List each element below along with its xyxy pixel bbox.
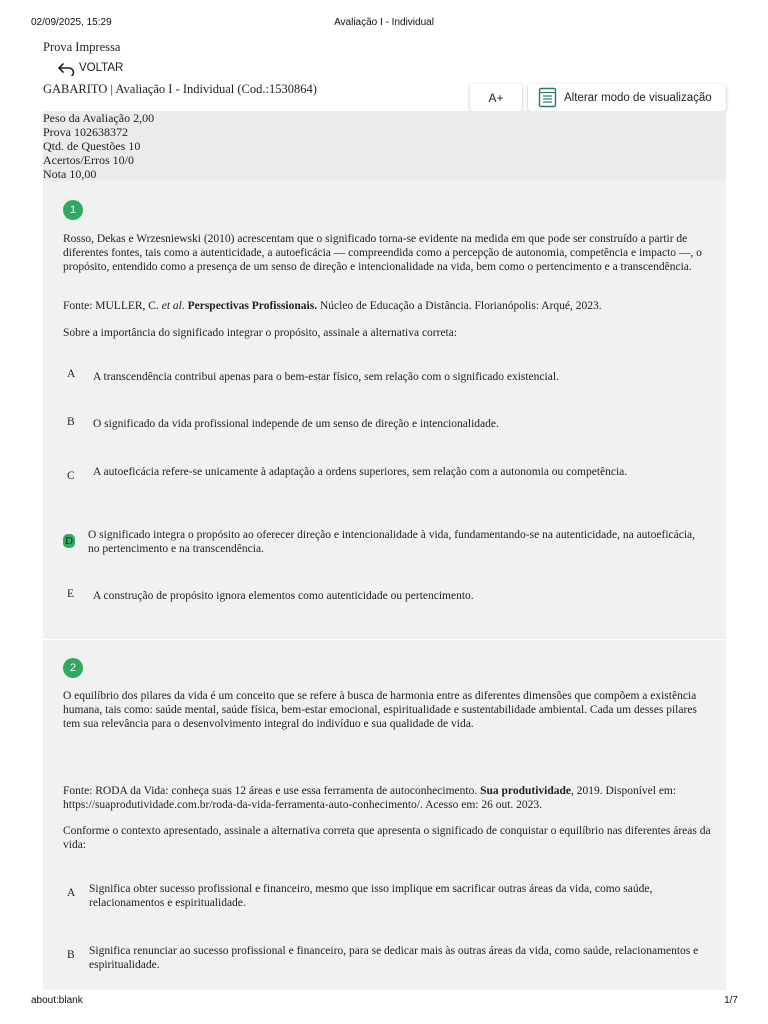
summary-acertos: Acertos/Erros 10/0 [43,153,134,167]
evaluation-summary [43,111,726,181]
print-date: 02/09/2025, 15:29 [31,17,112,28]
question-number-badge: 1 [63,200,83,220]
option-letter: E [67,588,75,600]
prova-impressa-label: Prova Impressa [43,40,121,54]
option-letter: A [67,887,76,899]
print-footer [0,995,768,1009]
option-letter: B [67,416,75,428]
question-number-badge: 2 [63,658,83,678]
question-statement: O equilíbrio dos pilares da vida é um conceito que se refere à busca de harmonia entre as diferentes dimensões que compõem a existência humana, tais como: saúde mental, saúde física, bem-estar emocional, espiritualidade e sustentabilidade ambiental. Cada um desses pilares tem sua relevância para o desenvolvimento integral do indivíduo e sua qualidade de vida. [63,690,697,731]
summary-peso: Peso da Avaliação 2,00 [43,111,155,125]
font-size-button[interactable]: A+ [470,84,522,111]
question-source: Fonte: MULLER, C. et al. Perspectivas Profissionais. Núcleo de Educação a Distância. Florianópolis: Arqué, 2023. [63,300,602,312]
summary-prova: Prova 102638372 [43,125,128,139]
question-statement: Rosso, Dekas e Wrzesniewski (2010) acrescentam que o significado torna-se evidente na medida em que pode ser construído a partir de diferentes fontes, tais como a autenticidade, a autoeficácia — compreendida como a percepção de autonomia, competência e impacto —, o propósito, entendido como a presença de um senso de direção e intencionalidade na vida, bem como o pertencimento e a transcendência. [63,233,702,274]
question-card [43,640,726,990]
option-b[interactable]: Significa renunciar ao sucesso profissional e financeiro, para se dedicar mais às outras áreas da vida, como saúde, relacionamentos e espiritualidade. [89,945,699,971]
option-letter: A [67,368,76,380]
correct-answer-badge: D [63,534,75,548]
option-d[interactable]: O significado integra o propósito ao oferecer direção e intencionalidade à vida, fundamentando-se na autenticidade, na autoeficácia, no pertencimento e na transcendência. [88,529,695,555]
option-b[interactable]: O significado da vida profissional independe de um senso de direção e intencionalidade. [93,418,499,430]
question-source: Fonte: RODA da Vida: conheça suas 12 áreas e use essa ferramenta de autoconhecimento. Sua produtividade, 2019. Disponível em: https://suaprodutividade.com.br/roda-da-vida-ferramenta-auto-conhecimento/. Acesso em: 26 out. 2023. [63,785,677,812]
view-mode-button[interactable] [528,84,726,111]
print-header [0,17,768,31]
print-url: about:blank [31,995,83,1006]
question-prompt: Sobre a importância do significado integrar o propósito, assinale a alternativa correta: [63,327,458,339]
question-card [43,181,726,639]
option-letter: B [67,949,75,961]
option-a[interactable]: A transcendência contribui apenas para o bem-estar físico, sem relação com o significado existencial. [93,371,559,383]
summary-nota: Nota 10,00 [43,167,97,181]
page-title: GABARITO | Avaliação I - Individual (Cod.:1530864) [43,82,317,96]
option-a[interactable]: Significa obter sucesso profissional e financeiro, mesmo que isso implique em sacrificar outras áreas da vida, como saúde, relacionamentos e espiritualidade. [89,883,653,909]
question-prompt: Conforme o contexto apresentado, assinale a alternativa correta que apresenta o significado de conquistar o equilíbrio nas diferentes áreas da vida: [63,825,711,852]
undo-arrow-icon [57,60,76,76]
print-title: Avaliação I - Individual [334,17,434,28]
back-label: VOLTAR [79,62,124,74]
option-c[interactable]: A autoeficácia refere-se unicamente à adaptação a ordens superiores, sem relação com a autonomia ou competência. [93,466,628,478]
print-page-number: 1/7 [724,995,738,1006]
option-e[interactable]: A construção de propósito ignora elementos como autenticidade ou pertencimento. [93,590,474,602]
view-mode-label: Alterar modo de visualização [564,91,712,104]
option-letter: C [67,470,75,482]
summary-qtd: Qtd. de Questões 10 [43,139,141,153]
back-button[interactable] [57,60,123,76]
document-view-icon [538,87,557,108]
